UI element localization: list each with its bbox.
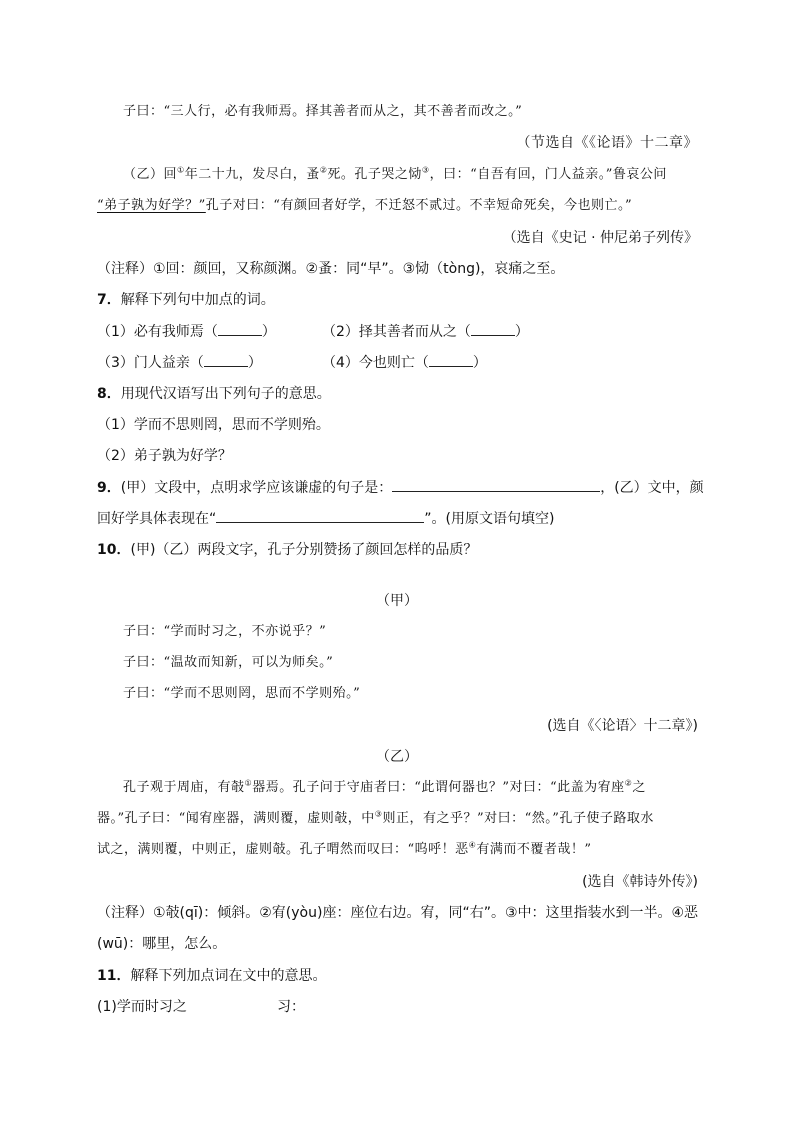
jia-label: （甲） bbox=[376, 593, 418, 609]
q8-item-2: （2）弟子孰为好学？ bbox=[97, 448, 232, 464]
q7-item-3: （3）门人益亲（ ） bbox=[97, 352, 262, 373]
yi-para-line-3: 试之，满则覆，中则正，虚则攲。孔子喟然而叹曰：“呜呼！恶④有满而不覆者哉！” bbox=[97, 840, 592, 857]
question-10: 10．(甲)（乙）两段文字，孔子分别赞扬了颜回怎样的品质？ bbox=[97, 542, 478, 558]
question-8-title: 8．用现代汉语写出下列句子的意思。 bbox=[97, 386, 331, 402]
question-7-title: 7．解释下列句中加点的词。 bbox=[97, 292, 275, 308]
yi-label: （乙） bbox=[376, 749, 418, 765]
question-9-line-1: 9．(甲）文段中，点明求学应该谦虚的句子是： ，(乙）文中，颜 bbox=[97, 477, 704, 498]
yi-source-2: (选自《韩诗外传》) bbox=[582, 874, 698, 890]
q7-item-1: （1）必有我师焉（ ） bbox=[97, 321, 276, 342]
jia-quote-line: 子曰：“三人行，必有我师焉。择其善者而从之，其不善者而改之。” bbox=[123, 104, 523, 119]
jia-line-1: 子曰：“学而时习之，不亦说乎？” bbox=[123, 624, 327, 639]
q11-item-1: (1)学而时习之 bbox=[97, 999, 187, 1015]
answer-blank[interactable] bbox=[429, 352, 473, 367]
yi-line-2: “弟子孰为好学？”孔子对曰：“有颜回者好学，不迁怒不贰过。不幸短命死矣，今也则亡。” bbox=[97, 198, 633, 213]
q7-item-2: （2）择其善者而从之（ ） bbox=[322, 321, 529, 342]
answer-blank[interactable] bbox=[216, 508, 424, 523]
answer-blank[interactable] bbox=[471, 321, 515, 336]
yi-para-line-2: 器。”孔子曰：“闻宥座器，满则覆，虚则攲，中③则正，有之乎？”对曰：“然。”孔子使子路取水 bbox=[97, 809, 654, 826]
yi-notes: （注释）①回：颜回，又称颜渊。②蚤：同“早”。③恸（tòng)，哀痛之至。 bbox=[97, 261, 565, 277]
question-9-line-2: 回好学具体表现在“ ”。(用原文语句填空) bbox=[97, 508, 554, 529]
jia-line-3: 子曰：“学而不思则罔，思而不学则殆。” bbox=[123, 686, 361, 701]
question-11-title: 11．解释下列加点词在文中的意思。 bbox=[97, 968, 327, 984]
yi-line-1: （乙）回①年二十九，发尽白，蚤②死。孔子哭之恸③，曰：“自吾有回，门人益亲。”鲁哀公问 bbox=[123, 165, 667, 182]
answer-blank[interactable] bbox=[204, 352, 248, 367]
underlined-question: “弟子孰为好学？” bbox=[97, 198, 206, 213]
yi-notes-line-1: （注释）①攲(qī)：倾斜。②宥(yòu)座：座位右边。宥，同“右”。③中：这里指装水到一半。④恶 bbox=[97, 905, 699, 921]
q7-item-4: （4）今也则亡（ ） bbox=[322, 352, 487, 373]
jia-source-2: (选自《〈论语〉十二章》) bbox=[547, 718, 698, 734]
jia-source: （节选自《《论语》十二章》 bbox=[516, 135, 698, 151]
yi-para-line-1: 孔子观于周庙，有攲①器焉。孔子问于守庙者曰：“此谓何器也？”对曰：“此盖为宥座②之 bbox=[123, 778, 646, 795]
jia-line-2: 子曰：“温故而知新，可以为师矣。” bbox=[123, 655, 334, 670]
q8-item-1: （1）学而不思则罔，思而不学则殆。 bbox=[97, 417, 330, 433]
yi-source: （选自《史记 · 仲尼弟子列传》 bbox=[502, 230, 698, 246]
answer-blank[interactable] bbox=[218, 321, 262, 336]
yi-notes-line-2: (wū)：哪里，怎么。 bbox=[97, 936, 227, 952]
q11-item-1-answer-label: 习： bbox=[277, 999, 305, 1015]
answer-blank[interactable] bbox=[392, 477, 600, 492]
